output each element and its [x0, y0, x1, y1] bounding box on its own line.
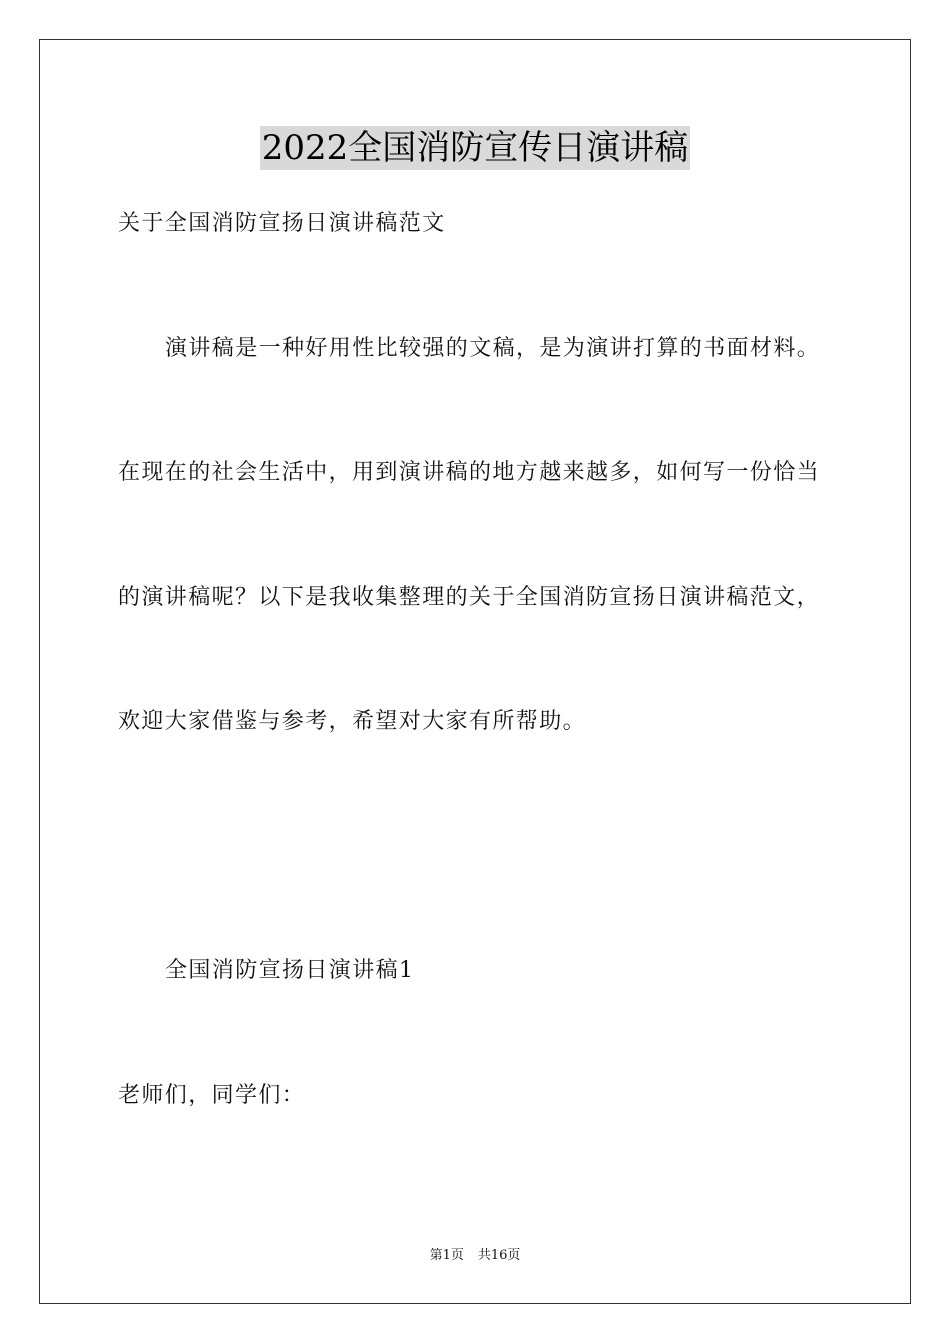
salutation: 老师们，同学们：: [118, 1083, 306, 1108]
title-container: [0, 126, 950, 170]
page-number-current: 第1页: [429, 1248, 464, 1263]
paragraph-line-3: 的演讲稿呢？以下是我收集整理的关于全国消防宣扬日演讲稿范文，: [118, 585, 821, 610]
paragraph-line-4: 欢迎大家借鉴与参考，希望对大家有所帮助。: [118, 709, 587, 734]
page-number-total: 共16页: [477, 1248, 521, 1263]
subtitle: 关于全国消防宣扬日演讲稿范文: [118, 211, 446, 236]
document-title: 2022全国消防宣传日演讲稿: [261, 128, 689, 168]
paragraph-line-2: 在现在的社会生活中，用到演讲稿的地方越来越多，如何写一份恰当: [118, 460, 821, 485]
page-footer: [0, 1247, 950, 1265]
section-heading: 全国消防宣扬日演讲稿1: [165, 958, 415, 983]
paragraph-line-1: 演讲稿是一种好用性比较强的文稿，是为演讲打算的书面材料。: [165, 336, 821, 361]
